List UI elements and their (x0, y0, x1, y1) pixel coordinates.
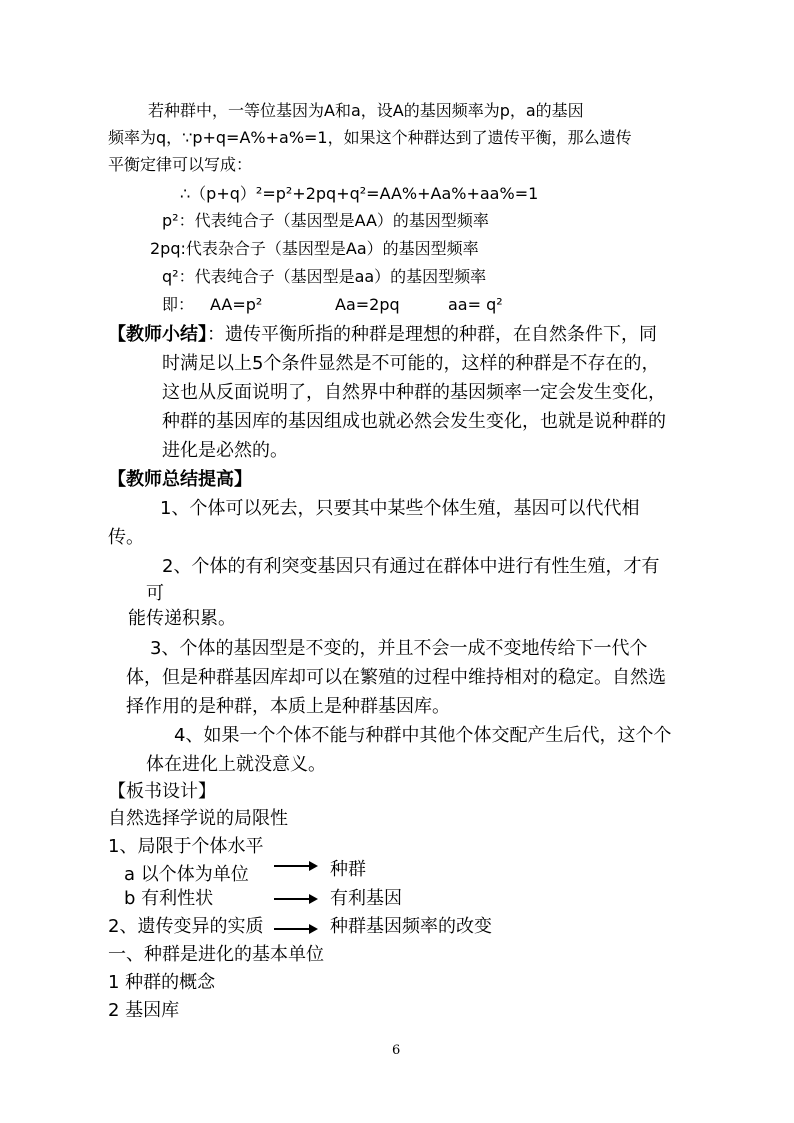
teacher-summary-line-5: 进化是必然的。 (162, 440, 288, 461)
board-subitem-2: 2 基因库 (108, 1000, 180, 1021)
summary-improve-heading: 【教师总结提高】 (108, 469, 252, 490)
2pq-definition: 2pq:代表杂合子（基因型是Aa）的基因型频率 (150, 239, 479, 258)
board-a-left: a 以个体为单位 (124, 864, 249, 885)
teacher-summary-heading: 【教师小结】 (108, 324, 207, 345)
p2-definition: p²：代表纯合子（基因型是AA）的基因型频率 (162, 211, 489, 230)
teacher-summary-line-3: 这也从反面说明了，自然界中种群的基因频率一定会发生变化， (162, 382, 666, 403)
point-3-line-3: 择作用的是种群，本质上是种群基因库。 (126, 696, 450, 717)
point-1-line-1: 1、个体可以死去，只要其中某些个体生殖，基因可以代代相 (160, 498, 640, 519)
teacher-summary-line-4: 种群的基因库的基因组成也就必然会发生变化，也就是说种群的 (162, 411, 666, 432)
board-section-1: 一、种群是进化的基本单位 (108, 944, 324, 965)
genotype-AA: AA=p² (210, 295, 263, 314)
point-1-line-2: 传。 (108, 527, 144, 548)
board-b-left: b 有利性状 (124, 888, 214, 909)
genotype-aa: aa= q² (448, 295, 503, 314)
intro-line-2: 频率为q，∵p+q=A%+a%=1，如果这个种群达到了遗传平衡，那么遗传 (108, 128, 632, 147)
intro-line-1: 若种群中，一等位基因为A和a，设A的基因频率为p，a的基因 (148, 101, 584, 120)
board-a-right: 种群 (330, 859, 366, 880)
hardy-weinberg-formula: ∴（p+q）²=p²+2pq+q²=AA%+Aa%+aa%=1 (180, 184, 539, 203)
point-2-line-1: 2、个体的有利突变基因只有通过在群体中进行有性生殖，才有 (162, 556, 660, 577)
arrow-right-icon (274, 928, 316, 930)
page-number: 6 (392, 1043, 401, 1058)
point-2-line-3: 能传递积累。 (128, 608, 236, 629)
board-design-heading: 【板书设计】 (108, 781, 216, 802)
point-4-line-1: 4、如果一个个体不能与种群中其他个体交配产生后代，这个个 (174, 725, 672, 746)
arrow-right-icon (274, 898, 316, 900)
board-item-2-left: 2、遗传变异的实质 (108, 916, 264, 937)
board-subitem-1: 1 种群的概念 (108, 972, 216, 993)
teacher-summary-line-2: 时满足以上5个条件显然是不可能的，这样的种群是不存在的， (162, 353, 660, 374)
teacher-summary-line-1: ：遗传平衡所指的种群是理想的种群，在自然条件下，同 (207, 324, 657, 345)
point-3-line-2: 体，但是种群基因库却可以在繁殖的过程中维持相对的稳定。自然选 (126, 667, 666, 688)
arrow-right-icon (274, 865, 316, 867)
ji-label: 即： (162, 295, 195, 314)
board-item-1: 1、局限于个体水平 (108, 836, 264, 857)
point-4-line-2: 体在进化上就没意义。 (146, 754, 326, 775)
board-title: 自然选择学说的局限性 (108, 808, 288, 829)
board-item-2-right: 种群基因频率的改变 (330, 916, 492, 937)
board-b-right: 有利基因 (330, 888, 402, 909)
q2-definition: q²：代表纯合子（基因型是aa）的基因型频率 (162, 267, 487, 286)
genotype-Aa: Aa=2pq (335, 295, 400, 314)
teacher-summary (108, 324, 657, 346)
point-3-line-1: 3、个体的基因型是不变的，并且不会一成不变地传给下一代个 (150, 638, 648, 659)
point-2-line-2: 可 (146, 583, 164, 604)
intro-line-3: 平衡定律可以写成： (108, 155, 253, 174)
